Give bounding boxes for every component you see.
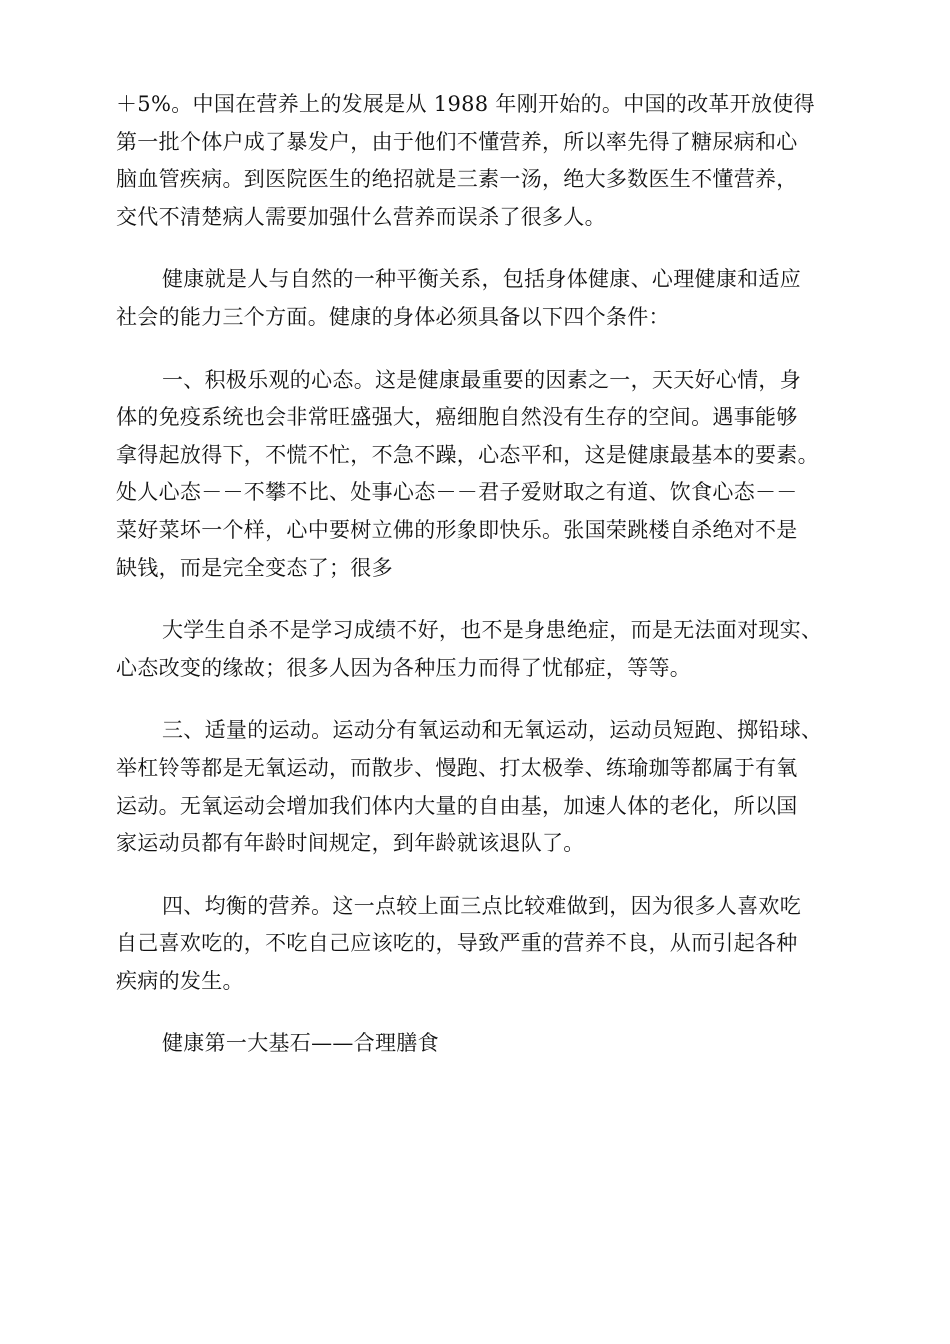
paragraph-student-stress xyxy=(116,612,834,687)
text-line: 缺钱，而是完全变态了；很多 xyxy=(116,555,393,580)
text-line: 体的免疫系统也会非常旺盛强大，癌细胞自然没有生存的空间。遇事能够 xyxy=(116,405,798,430)
text-line: 第一批个体户成了暴发户，由于他们不懂营养，所以率先得了糖尿病和心 xyxy=(116,129,798,154)
text-line: 健康就是人与自然的一种平衡关系，包括身体健康、心理健康和适应 xyxy=(162,267,801,292)
paragraph-moderate-exercise xyxy=(116,712,834,862)
paragraph-balanced-nutrition xyxy=(116,888,834,1001)
text-line: 四、均衡的营养。这一点较上面三点比较难做到，因为很多人喜欢吃 xyxy=(162,893,801,918)
text-line: 社会的能力三个方面。健康的身体必须具备以下四个条件： xyxy=(116,304,670,329)
text-line: 运动。无氧运动会增加我们体内大量的自由基，加速人体的老化，所以国 xyxy=(116,793,798,818)
paragraph-nutrition-history xyxy=(116,86,834,236)
paragraph-health-definition xyxy=(116,261,834,336)
text-line: 疾病的发生。 xyxy=(116,968,244,993)
text-line: 大学生自杀不是学习成绩不好，也不是身患绝症，而是无法面对现实、 xyxy=(162,618,823,643)
text-line: 举杠铃等都是无氧运动，而散步、慢跑、打太极拳、练瑜珈等都属于有氧 xyxy=(116,755,798,780)
text-line: 健康第一大基石——合理膳食 xyxy=(162,1031,439,1056)
section-heading-balanced-diet xyxy=(116,1025,834,1063)
text-line: 家运动员都有年龄时间规定，到年龄就该退队了。 xyxy=(116,831,585,856)
paragraph-positive-mindset xyxy=(116,362,834,588)
text-line: 交代不清楚病人需要加强什么营养而误杀了很多人。 xyxy=(116,204,606,229)
text-line: 菜好菜坏一个样，心中要树立佛的形象即快乐。张国荣跳楼自杀绝对不是 xyxy=(116,517,798,542)
text-line: 自己喜欢吃的，不吃自己应该吃的，导致严重的营养不良，从而引起各种 xyxy=(116,931,798,956)
text-line: 拿得起放得下，不慌不忙，不急不躁，心态平和，这是健康最基本的要素。 xyxy=(116,442,819,467)
text-line: 三、适量的运动。运动分有氧运动和无氧运动，运动员短跑、掷铅球、 xyxy=(162,718,823,743)
text-line: 脑血管疾病。到医院医生的绝招就是三素一汤，绝大多数医生不懂营养， xyxy=(116,167,798,192)
text-line: 心态改变的缘故；很多人因为各种压力而得了忧郁症，等等。 xyxy=(116,655,692,680)
text-line: 一、积极乐观的心态。这是健康最重要的因素之一，天天好心情，身 xyxy=(162,367,801,392)
text-line: 处人心态－－不攀不比、处事心态－－君子爱财取之有道、饮食心态－－ xyxy=(116,480,798,505)
text-line: ＋5%。中国在营养上的发展是从 1988 年刚开始的。中国的改革开放使得 xyxy=(116,92,815,116)
